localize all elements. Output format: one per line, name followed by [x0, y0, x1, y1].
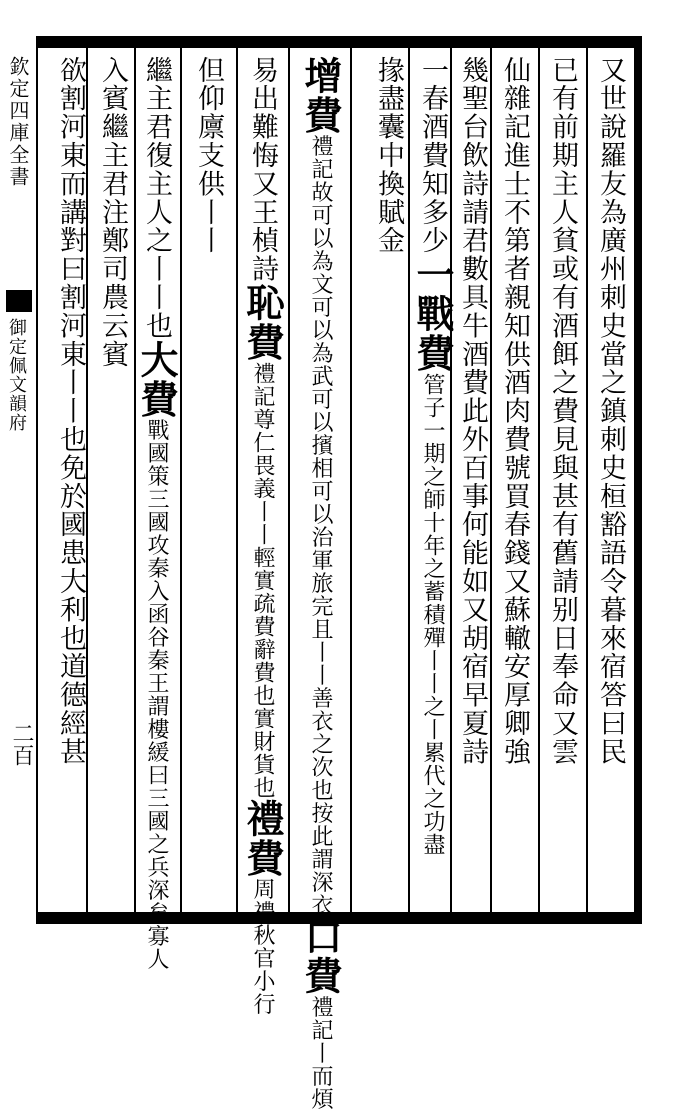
- text-column-12: 欲割河東而講對曰割河東丨丨也免於國患大利也道德經甚: [55, 56, 86, 766]
- text-column-9: 但仰廪支供丨丨: [193, 56, 224, 255]
- column-rule: [538, 48, 540, 912]
- column-rule: [350, 48, 352, 912]
- section-mark: 增: [298, 56, 343, 96]
- column-rule: [408, 48, 410, 912]
- text-column-3: 仙雜記進士不第者親知供酒肉費號買春錢又蘇轍安厚卿強: [499, 56, 530, 766]
- column-rule: [180, 48, 182, 912]
- entry-note: 管子一期之師十年之蓄積殫丨丨之丨累代之功盡: [420, 373, 445, 857]
- entry-head: 一戰費: [410, 254, 455, 374]
- running-title: 御定佩文韻府: [6, 318, 27, 432]
- folio-number: 二百: [9, 722, 34, 766]
- column-rule: [450, 48, 452, 912]
- entry-head: 大費: [134, 340, 179, 419]
- text-column-11: 入賓繼主君注鄭司農云賓: [97, 56, 128, 369]
- column-rule: [86, 48, 88, 912]
- page-margin: [0, 0, 38, 962]
- column-rule: [586, 48, 588, 912]
- entry-note: 禮記尊仁畏義丨丨輕實疏費辭費也實財貨也: [250, 362, 275, 800]
- text-column-4: 幾聖台飲詩請君數具牛酒費此外百事何能如又胡宿早夏詩: [457, 56, 488, 766]
- fishtail-mark: [6, 290, 32, 312]
- column-rule: [490, 48, 492, 912]
- entry-note: 禮記故可以為文可以為武可以擯相可以治軍旅完且丨丨善衣之次也按此謂深衣: [308, 134, 333, 917]
- entry-note: 戰國策三國攻秦入函谷秦王謂樓緩曰三國之兵深矣寡人: [144, 418, 169, 971]
- text-run: 繼主君復主人之丨丨也: [141, 56, 172, 340]
- frame-right-border: [634, 36, 642, 924]
- entry-head: 口費: [298, 916, 343, 996]
- entry-note: 禮記丨而煩: [308, 995, 333, 1111]
- text-column-1: 又世說羅友為廣州刺史當之鎮刺史桓豁語令暮來宿答曰民: [595, 56, 626, 766]
- poem-line: 一春酒費知多少: [417, 56, 448, 255]
- column-rule: [236, 48, 238, 912]
- column-rule: [288, 48, 290, 912]
- entry-head: 費: [298, 95, 343, 135]
- text-column-7: [298, 56, 343, 1111]
- text-column-6: 掾盡囊中換賦金: [373, 56, 404, 255]
- entry-head: 恥費: [240, 283, 285, 363]
- text-column-5: [410, 56, 455, 908]
- column-rule: [134, 48, 136, 912]
- book-title: 欽定四庫全書: [6, 56, 30, 188]
- text-column-2: 已有前期主人貧或有酒餌之費見與甚有舊請别日奉命又雲: [547, 56, 578, 766]
- entry-head: 禮費: [240, 799, 285, 878]
- text-column-8: [240, 56, 285, 1016]
- text-run: 易出難悔又王楨詩: [247, 56, 278, 284]
- text-column-10: [134, 56, 179, 971]
- entry-note: 周禮秋官小行: [250, 877, 275, 1016]
- frame-top-border: [36, 36, 642, 48]
